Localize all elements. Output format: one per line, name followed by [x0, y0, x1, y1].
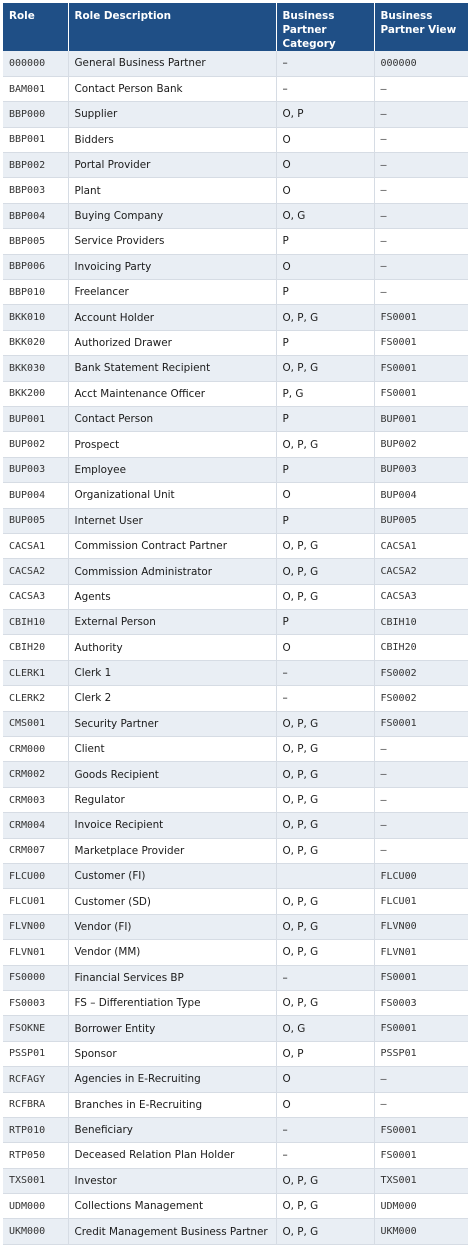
- role-description-cell: Clerk 1: [68, 660, 276, 685]
- role-cell: BKK030: [3, 356, 68, 381]
- role-cell: BUP001: [3, 406, 68, 431]
- bp-view-cell: –: [374, 102, 468, 127]
- role-cell: UDM000: [3, 1194, 68, 1219]
- bp-view-cell: FLVN00: [374, 914, 468, 939]
- bp-category-cell: O, P, G: [276, 990, 374, 1015]
- role-cell: FLCU01: [3, 889, 68, 914]
- header-role: Role: [3, 3, 68, 51]
- table-row: [3, 51, 468, 76]
- bp-view-cell: –: [374, 203, 468, 228]
- role-description-cell: External Person: [68, 610, 276, 635]
- bp-category-cell: O, P: [276, 1041, 374, 1066]
- table-row: [3, 127, 468, 152]
- bp-view-cell: FLCU00: [374, 864, 468, 889]
- table-row: [3, 813, 468, 838]
- role-cell: RTP010: [3, 1117, 68, 1142]
- bp-category-cell: O, P, G: [276, 838, 374, 863]
- role-cell: BBP005: [3, 229, 68, 254]
- bp-category-cell: P: [276, 457, 374, 482]
- role-cell: BBP010: [3, 280, 68, 305]
- role-cell: CRM007: [3, 838, 68, 863]
- table-row: [3, 381, 468, 406]
- bp-category-cell: P: [276, 406, 374, 431]
- table-row: [3, 914, 468, 939]
- bp-view-cell: –: [374, 762, 468, 787]
- bp-view-cell: FLCU01: [374, 889, 468, 914]
- role-cell: CMS001: [3, 711, 68, 736]
- table-row: [3, 762, 468, 787]
- bp-view-cell: FS0001: [374, 330, 468, 355]
- table-row: [3, 178, 468, 203]
- bp-category-cell: O, P, G: [276, 1219, 374, 1244]
- role-cell: UKM000: [3, 1219, 68, 1244]
- role-description-cell: Invoicing Party: [68, 254, 276, 279]
- bp-category-cell: O, G: [276, 203, 374, 228]
- role-cell: BUP002: [3, 432, 68, 457]
- bp-view-cell: FS0001: [374, 381, 468, 406]
- role-cell: CACSA1: [3, 533, 68, 558]
- bp-category-cell: P: [276, 330, 374, 355]
- role-cell: CBIH10: [3, 610, 68, 635]
- bp-category-cell: O, P, G: [276, 305, 374, 330]
- role-description-cell: Vendor (MM): [68, 940, 276, 965]
- bp-category-cell: P: [276, 280, 374, 305]
- bp-category-cell: O, P, G: [276, 584, 374, 609]
- table-row: [3, 686, 468, 711]
- bp-view-cell: FS0001: [374, 1117, 468, 1142]
- bp-category-cell: [276, 864, 374, 889]
- table-row: [3, 1168, 468, 1193]
- table-row: [3, 787, 468, 812]
- role-description-cell: Buying Company: [68, 203, 276, 228]
- bp-category-cell: O: [276, 254, 374, 279]
- bp-view-cell: FS0001: [374, 1016, 468, 1041]
- bp-category-cell: –: [276, 51, 374, 76]
- bp-view-cell: BUP004: [374, 483, 468, 508]
- role-cell: FLVN01: [3, 940, 68, 965]
- table-row: [3, 1219, 468, 1244]
- table-row: [3, 1143, 468, 1168]
- role-cell: FSOKNE: [3, 1016, 68, 1041]
- bp-view-cell: PSSP01: [374, 1041, 468, 1066]
- table-row: [3, 635, 468, 660]
- table-row: [3, 737, 468, 762]
- table-row: [3, 330, 468, 355]
- role-description-cell: Beneficiary: [68, 1117, 276, 1142]
- role-cell: BKK010: [3, 305, 68, 330]
- role-description-cell: Contact Person Bank: [68, 76, 276, 101]
- table-row: [3, 584, 468, 609]
- bp-view-cell: –: [374, 229, 468, 254]
- role-description-cell: Acct Maintenance Officer: [68, 381, 276, 406]
- table-header: [3, 3, 468, 51]
- header-bp-category: Business Partner Category: [276, 3, 374, 51]
- role-cell: 000000: [3, 51, 68, 76]
- table-row: [3, 102, 468, 127]
- role-description-cell: Commission Contract Partner: [68, 533, 276, 558]
- table-row: [3, 533, 468, 558]
- bp-view-cell: –: [374, 178, 468, 203]
- bp-category-cell: –: [276, 1117, 374, 1142]
- bp-category-cell: O, P: [276, 102, 374, 127]
- bp-category-cell: P: [276, 229, 374, 254]
- role-description-cell: Account Holder: [68, 305, 276, 330]
- role-description-cell: Credit Management Business Partner: [68, 1219, 276, 1244]
- role-description-cell: Authorized Drawer: [68, 330, 276, 355]
- role-cell: RTP050: [3, 1143, 68, 1168]
- bp-category-cell: O, P, G: [276, 940, 374, 965]
- bp-view-cell: 000000: [374, 51, 468, 76]
- bp-category-cell: –: [276, 1143, 374, 1168]
- bp-view-cell: CACSA2: [374, 559, 468, 584]
- role-description-cell: Clerk 2: [68, 686, 276, 711]
- bp-category-cell: O: [276, 1067, 374, 1092]
- bp-view-cell: FS0001: [374, 711, 468, 736]
- bp-category-cell: O: [276, 1092, 374, 1117]
- table-row: [3, 203, 468, 228]
- role-description-cell: Client: [68, 737, 276, 762]
- table-body: [3, 51, 468, 1244]
- role-description-cell: Customer (SD): [68, 889, 276, 914]
- bp-view-cell: –: [374, 127, 468, 152]
- role-cell: CRM003: [3, 787, 68, 812]
- bp-category-cell: O, P, G: [276, 737, 374, 762]
- table-row: [3, 254, 468, 279]
- bp-view-cell: –: [374, 1092, 468, 1117]
- bp-category-cell: O, P, G: [276, 533, 374, 558]
- role-cell: BBP004: [3, 203, 68, 228]
- table-row: [3, 280, 468, 305]
- role-description-cell: Security Partner: [68, 711, 276, 736]
- table-row: [3, 1092, 468, 1117]
- bp-view-cell: BUP002: [374, 432, 468, 457]
- table-row: [3, 990, 468, 1015]
- bp-view-cell: CBIH10: [374, 610, 468, 635]
- table-row: [3, 406, 468, 431]
- bp-view-cell: FS0001: [374, 356, 468, 381]
- table-row: [3, 483, 468, 508]
- bp-category-cell: P: [276, 508, 374, 533]
- bp-view-cell: FS0001: [374, 965, 468, 990]
- header-row: [3, 3, 468, 51]
- table-row: [3, 838, 468, 863]
- table-row: [3, 229, 468, 254]
- bp-category-cell: O, G: [276, 1016, 374, 1041]
- role-description-cell: Collections Management: [68, 1194, 276, 1219]
- bp-view-cell: –: [374, 787, 468, 812]
- role-description-cell: Commission Administrator: [68, 559, 276, 584]
- bp-category-cell: O: [276, 635, 374, 660]
- role-cell: TXS001: [3, 1168, 68, 1193]
- role-description-cell: Freelancer: [68, 280, 276, 305]
- table-row: [3, 711, 468, 736]
- bp-category-cell: O, P, G: [276, 432, 374, 457]
- table-row: [3, 940, 468, 965]
- bp-category-cell: O, P, G: [276, 889, 374, 914]
- role-cell: FS0003: [3, 990, 68, 1015]
- role-description-cell: Investor: [68, 1168, 276, 1193]
- bp-view-cell: FS0002: [374, 686, 468, 711]
- role-description-cell: Service Providers: [68, 229, 276, 254]
- role-description-cell: Bidders: [68, 127, 276, 152]
- role-cell: BAM001: [3, 76, 68, 101]
- bp-category-cell: O, P, G: [276, 787, 374, 812]
- bp-view-cell: FS0003: [374, 990, 468, 1015]
- role-cell: CACSA3: [3, 584, 68, 609]
- role-cell: BKK020: [3, 330, 68, 355]
- table-row: [3, 660, 468, 685]
- bp-category-cell: O, P, G: [276, 813, 374, 838]
- bp-view-cell: CACSA3: [374, 584, 468, 609]
- role-cell: CLERK1: [3, 660, 68, 685]
- bp-category-cell: –: [276, 686, 374, 711]
- role-description-cell: Financial Services BP: [68, 965, 276, 990]
- bp-category-cell: –: [276, 660, 374, 685]
- role-description-cell: Agents: [68, 584, 276, 609]
- bp-category-cell: O: [276, 483, 374, 508]
- header-role-description: Role Description: [68, 3, 276, 51]
- bp-view-cell: BUP003: [374, 457, 468, 482]
- role-description-cell: Vendor (FI): [68, 914, 276, 939]
- bp-category-cell: O, P, G: [276, 356, 374, 381]
- table-row: [3, 864, 468, 889]
- role-cell: BBP003: [3, 178, 68, 203]
- bp-view-cell: BUP001: [374, 406, 468, 431]
- role-cell: BBP000: [3, 102, 68, 127]
- role-description-cell: Plant: [68, 178, 276, 203]
- table-row: [3, 76, 468, 101]
- role-description-cell: Branches in E-Recruiting: [68, 1092, 276, 1117]
- role-cell: BBP001: [3, 127, 68, 152]
- bp-view-cell: BUP005: [374, 508, 468, 533]
- roles-table-container: [3, 3, 468, 1245]
- role-cell: FLCU00: [3, 864, 68, 889]
- table-row: [3, 508, 468, 533]
- bp-view-cell: FS0002: [374, 660, 468, 685]
- table-row: [3, 432, 468, 457]
- table-row: [3, 153, 468, 178]
- role-description-cell: Organizational Unit: [68, 483, 276, 508]
- role-cell: BUP003: [3, 457, 68, 482]
- role-description-cell: Invoice Recipient: [68, 813, 276, 838]
- bp-category-cell: –: [276, 76, 374, 101]
- role-cell: CRM004: [3, 813, 68, 838]
- role-description-cell: Regulator: [68, 787, 276, 812]
- role-cell: FLVN00: [3, 914, 68, 939]
- header-bp-view: Business Partner View: [374, 3, 468, 51]
- role-description-cell: Customer (FI): [68, 864, 276, 889]
- table-row: [3, 1016, 468, 1041]
- role-cell: CACSA2: [3, 559, 68, 584]
- bp-view-cell: UKM000: [374, 1219, 468, 1244]
- bp-category-cell: O, P, G: [276, 1168, 374, 1193]
- role-description-cell: Deceased Relation Plan Holder: [68, 1143, 276, 1168]
- role-description-cell: Marketplace Provider: [68, 838, 276, 863]
- bp-view-cell: CBIH20: [374, 635, 468, 660]
- role-cell: CLERK2: [3, 686, 68, 711]
- role-cell: RCFAGY: [3, 1067, 68, 1092]
- table-row: [3, 305, 468, 330]
- bp-category-cell: O, P, G: [276, 762, 374, 787]
- bp-view-cell: –: [374, 838, 468, 863]
- bp-category-cell: O: [276, 178, 374, 203]
- table-row: [3, 1067, 468, 1092]
- role-cell: BUP005: [3, 508, 68, 533]
- bp-category-cell: O, P, G: [276, 711, 374, 736]
- bp-category-cell: O: [276, 127, 374, 152]
- bp-view-cell: –: [374, 813, 468, 838]
- bp-view-cell: UDM000: [374, 1194, 468, 1219]
- role-cell: FS0000: [3, 965, 68, 990]
- role-description-cell: Goods Recipient: [68, 762, 276, 787]
- role-cell: CBIH20: [3, 635, 68, 660]
- bp-view-cell: CACSA1: [374, 533, 468, 558]
- table-row: [3, 1117, 468, 1142]
- table-row: [3, 559, 468, 584]
- bp-category-cell: P: [276, 610, 374, 635]
- bp-view-cell: FS0001: [374, 1143, 468, 1168]
- role-cell: BBP002: [3, 153, 68, 178]
- role-cell: PSSP01: [3, 1041, 68, 1066]
- bp-category-cell: P, G: [276, 381, 374, 406]
- role-cell: RCFBRA: [3, 1092, 68, 1117]
- role-description-cell: Agencies in E-Recruiting: [68, 1067, 276, 1092]
- bp-view-cell: –: [374, 153, 468, 178]
- role-description-cell: Portal Provider: [68, 153, 276, 178]
- role-description-cell: Sponsor: [68, 1041, 276, 1066]
- role-cell: BBP006: [3, 254, 68, 279]
- role-cell: CRM000: [3, 737, 68, 762]
- bp-view-cell: –: [374, 76, 468, 101]
- role-description-cell: Employee: [68, 457, 276, 482]
- role-description-cell: Bank Statement Recipient: [68, 356, 276, 381]
- bp-view-cell: FS0001: [374, 305, 468, 330]
- table-row: [3, 457, 468, 482]
- business-partner-roles-table: [3, 3, 468, 1245]
- role-description-cell: Internet User: [68, 508, 276, 533]
- bp-view-cell: –: [374, 254, 468, 279]
- bp-category-cell: O, P, G: [276, 559, 374, 584]
- bp-category-cell: O, P, G: [276, 914, 374, 939]
- role-description-cell: Supplier: [68, 102, 276, 127]
- role-description-cell: Borrower Entity: [68, 1016, 276, 1041]
- bp-view-cell: TXS001: [374, 1168, 468, 1193]
- table-row: [3, 356, 468, 381]
- bp-view-cell: FLVN01: [374, 940, 468, 965]
- bp-view-cell: –: [374, 280, 468, 305]
- table-row: [3, 610, 468, 635]
- table-row: [3, 1194, 468, 1219]
- role-cell: CRM002: [3, 762, 68, 787]
- bp-view-cell: –: [374, 737, 468, 762]
- role-description-cell: General Business Partner: [68, 51, 276, 76]
- table-row: [3, 1041, 468, 1066]
- bp-category-cell: O, P, G: [276, 1194, 374, 1219]
- role-cell: BKK200: [3, 381, 68, 406]
- role-description-cell: Prospect: [68, 432, 276, 457]
- role-description-cell: Authority: [68, 635, 276, 660]
- role-cell: BUP004: [3, 483, 68, 508]
- table-row: [3, 965, 468, 990]
- table-row: [3, 889, 468, 914]
- bp-view-cell: –: [374, 1067, 468, 1092]
- role-description-cell: FS – Differentiation Type: [68, 990, 276, 1015]
- bp-category-cell: –: [276, 965, 374, 990]
- bp-category-cell: O: [276, 153, 374, 178]
- role-description-cell: Contact Person: [68, 406, 276, 431]
